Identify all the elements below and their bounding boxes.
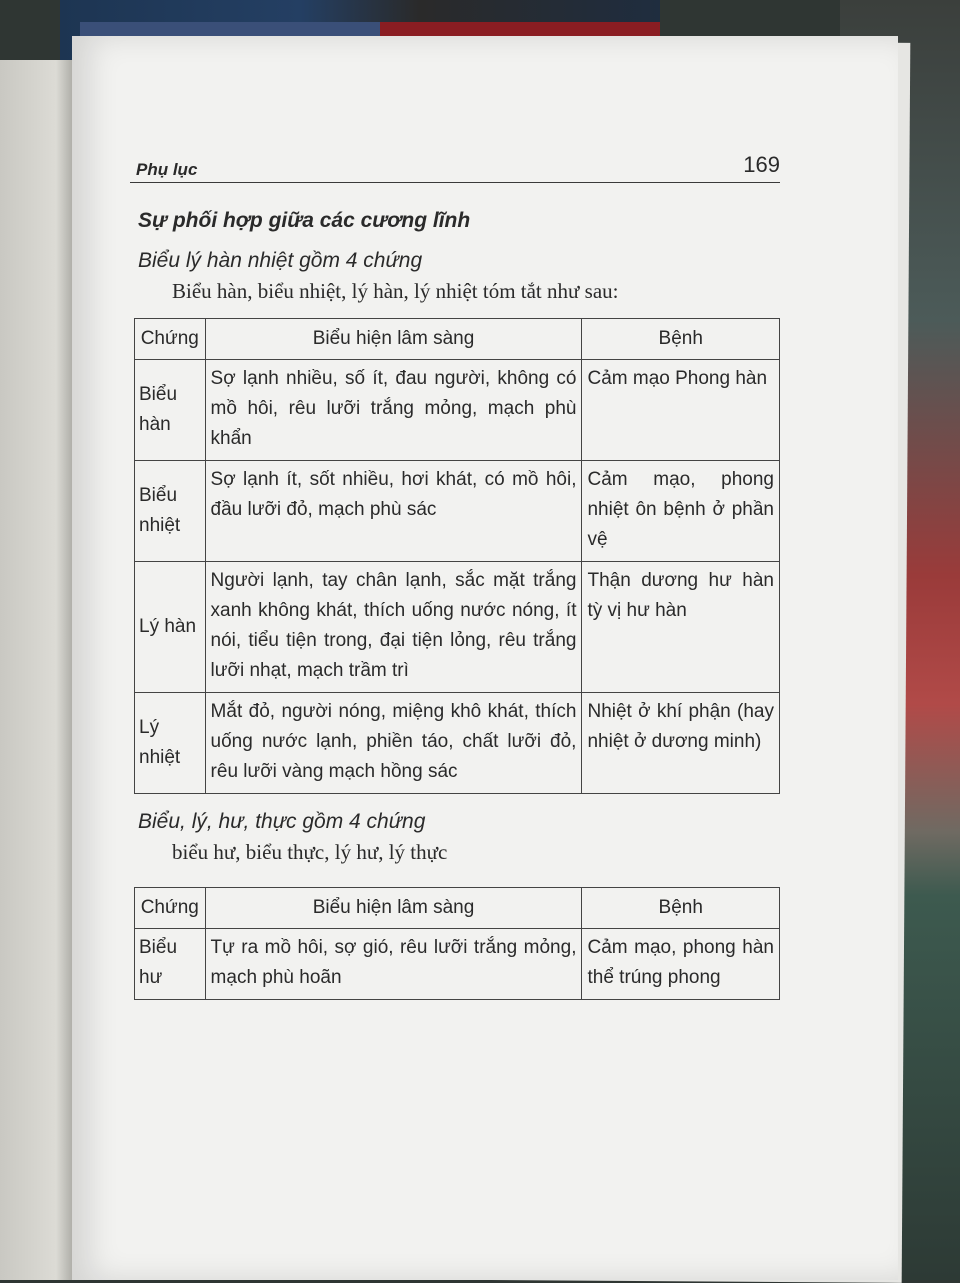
disease-cell: Nhiệt ở khí phận (hay nhiệt ở dương minh) [582, 693, 780, 794]
part2-subtitle: Biểu, lý, hư, thực gồm 4 chứng [138, 810, 426, 833]
column-header: Bệnh [582, 888, 780, 929]
syndrome-name: Biểu nhiệt [135, 461, 206, 562]
part2-intro: biểu hư, biểu thực, lý hư, lý thực [172, 840, 448, 864]
table-bieu-ly-han-nhiet [134, 318, 780, 794]
disease-cell: Cảm mạo, phong nhiệt ôn bệnh ở phần vệ [582, 461, 780, 562]
syndrome-name: Lý nhiệt [135, 693, 206, 794]
table-bieu-ly-hu-thuc [134, 887, 780, 1000]
syndrome-name: Lý hàn [135, 562, 206, 693]
disease-cell: Thận dương hư hàn tỳ vị hư hàn [582, 562, 780, 693]
section-title: Sự phối hợp giữa các cương lĩnh [138, 209, 471, 232]
column-header: Bệnh [582, 319, 780, 360]
column-header: Biểu hiện lâm sàng [205, 319, 582, 360]
symptoms-cell: Sợ lạnh ít, sốt nhiều, hơi khát, có mồ hôi, đầu lưỡi đỏ, mạch phù sác [205, 461, 582, 562]
symptoms-cell: Mắt đỏ, người nóng, miệng khô khát, thích uống nước lạnh, phiền táo, chất lưỡi đỏ, rêu lưỡi vàng mạch hồng sác [205, 693, 582, 794]
column-header: Biểu hiện lâm sàng [205, 888, 582, 929]
page-number: 169 [743, 152, 780, 177]
table-row [135, 693, 780, 794]
header-section-title: Phụ lục [136, 160, 198, 179]
disease-cell: Cảm mạo, phong hàn thể trúng phong [582, 929, 780, 1000]
table-row [135, 461, 780, 562]
symptoms-cell: Tự ra mồ hôi, sợ gió, rêu lưỡi trắng mỏng, mạch phù hoãn [205, 929, 582, 1000]
syndrome-name: Biểu hàn [135, 360, 206, 461]
table-row [135, 360, 780, 461]
page-content [130, 142, 780, 1000]
table-row [135, 929, 780, 1000]
running-header [130, 142, 780, 183]
symptoms-cell: Sợ lạnh nhiều, số ít, đau người, không có mồ hôi, rêu lưỡi trắng mỏng, mạch phù khẩn [205, 360, 582, 461]
disease-cell: Cảm mạo Phong hàn [582, 360, 780, 461]
table-header-row [135, 888, 780, 929]
column-header: Chứng [135, 319, 206, 360]
part1-subtitle: Biểu lý hàn nhiệt gồm 4 chứng [138, 249, 423, 272]
background-left-page [0, 60, 80, 1280]
table-row [135, 562, 780, 693]
part1-intro: Biểu hàn, biểu nhiệt, lý hàn, lý nhiệt tóm tắt như sau: [172, 279, 619, 303]
column-header: Chứng [135, 888, 206, 929]
symptoms-cell: Người lạnh, tay chân lạnh, sắc mặt trắng xanh không khát, thích uống nước nóng, ít nói, tiểu tiện trong, đại tiện lỏng, rêu trắng lưỡi nhạt, mạch trầm trì [205, 562, 582, 693]
syndrome-name: Biểu hư [135, 929, 206, 1000]
table-header-row [135, 319, 780, 360]
book-page [72, 36, 898, 1280]
